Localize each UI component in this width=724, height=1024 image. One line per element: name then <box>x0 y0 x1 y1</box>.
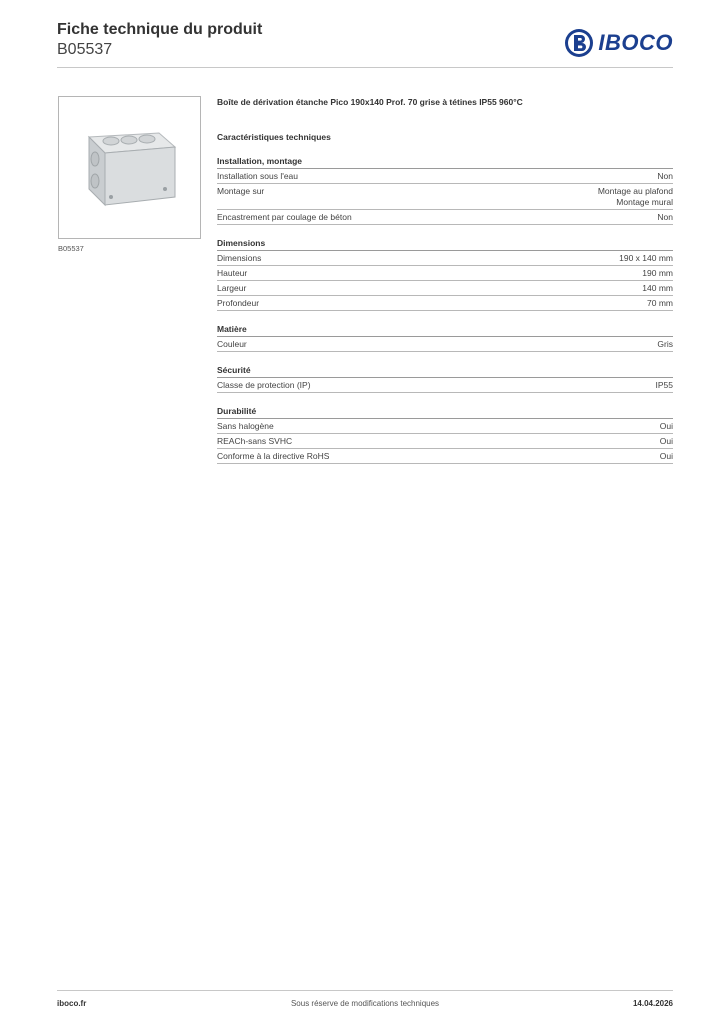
spec-row <box>217 434 673 449</box>
spec-label: Montage sur <box>217 186 265 196</box>
spec-row <box>217 419 673 434</box>
spec-value-line: Oui <box>659 421 673 431</box>
spec-value-line: IP55 <box>655 380 673 390</box>
spec-value <box>598 186 673 208</box>
spec-label: Hauteur <box>217 268 248 278</box>
spec-row <box>217 449 673 464</box>
spec-value-line: Non <box>657 171 673 181</box>
spec-value <box>660 421 673 432</box>
image-caption: B05537 <box>58 244 84 253</box>
spec-value <box>642 268 673 279</box>
spec-label: REACh-sans SVHC <box>217 436 293 446</box>
product-code: B05537 <box>57 41 113 58</box>
spec-section <box>217 405 673 464</box>
spec-section <box>217 237 673 311</box>
spec-row <box>217 337 673 352</box>
footer-date: 14.04.2026 <box>632 999 673 1008</box>
spec-value-line: 190 x 140 mm <box>619 253 673 263</box>
section-title: Durabilité <box>217 405 673 419</box>
spec-content <box>217 96 673 464</box>
spec-value-line: Oui <box>659 436 673 446</box>
footer-notice: Sous réserve de modifications techniques <box>290 999 440 1008</box>
spec-row <box>217 210 673 225</box>
spec-label: Sans halogène <box>217 421 274 431</box>
spec-value <box>642 283 673 294</box>
spec-value-line: Oui <box>659 451 673 461</box>
spec-row <box>217 251 673 266</box>
page-footer <box>57 990 673 1014</box>
spec-label: Conforme à la directive RoHS <box>217 451 330 461</box>
spec-value <box>619 253 673 264</box>
spec-value <box>656 380 674 391</box>
spec-label: Classe de protection (IP) <box>217 380 311 390</box>
footer-website: iboco.fr <box>57 999 87 1008</box>
page-header <box>57 20 673 68</box>
spec-label: Largeur <box>217 283 247 293</box>
spec-value-line: 190 mm <box>642 268 673 278</box>
spec-row <box>217 296 673 311</box>
spec-value <box>660 436 673 447</box>
spec-value-line: 140 mm <box>642 283 673 293</box>
spec-value <box>647 298 673 309</box>
junction-box-image <box>59 97 200 238</box>
spec-section <box>217 364 673 393</box>
product-description: Boîte de dérivation étanche Pico 190x140 Prof. 70 grise à tétines IP55 960°C <box>217 97 523 107</box>
spec-value <box>657 212 673 223</box>
section-title: Dimensions <box>217 237 673 251</box>
brand-logo <box>564 28 673 58</box>
spec-value-line: Non <box>657 212 673 222</box>
spec-row <box>217 281 673 296</box>
section-title: Installation, montage <box>217 155 673 169</box>
spec-value-line: Gris <box>657 339 673 349</box>
spec-value-line: Montage au plafond <box>597 186 673 196</box>
characteristics-title: Caractéristiques techniques <box>217 132 331 142</box>
spec-section <box>217 155 673 225</box>
spec-section <box>217 323 673 352</box>
product-image-frame <box>58 96 201 239</box>
spec-label: Couleur <box>217 339 247 349</box>
spec-label: Installation sous l'eau <box>217 171 299 181</box>
spec-row <box>217 184 673 210</box>
spec-sections <box>217 155 673 464</box>
spec-value <box>660 451 673 462</box>
brand-name: IBOCO <box>598 30 673 55</box>
spec-value-line: Montage mural <box>616 197 673 207</box>
spec-label: Dimensions <box>217 253 262 263</box>
section-title: Sécurité <box>217 364 673 378</box>
iboco-logo-icon <box>564 28 594 58</box>
spec-row <box>217 169 673 184</box>
spec-label: Profondeur <box>217 298 260 308</box>
spec-row <box>217 266 673 281</box>
spec-value-line: 70 mm <box>647 298 673 308</box>
page-title: Fiche technique du produit <box>57 21 263 38</box>
spec-value <box>657 171 673 182</box>
spec-row <box>217 378 673 393</box>
section-title: Matière <box>217 323 673 337</box>
spec-value <box>657 339 673 350</box>
spec-label: Encastrement par coulage de béton <box>217 212 352 222</box>
